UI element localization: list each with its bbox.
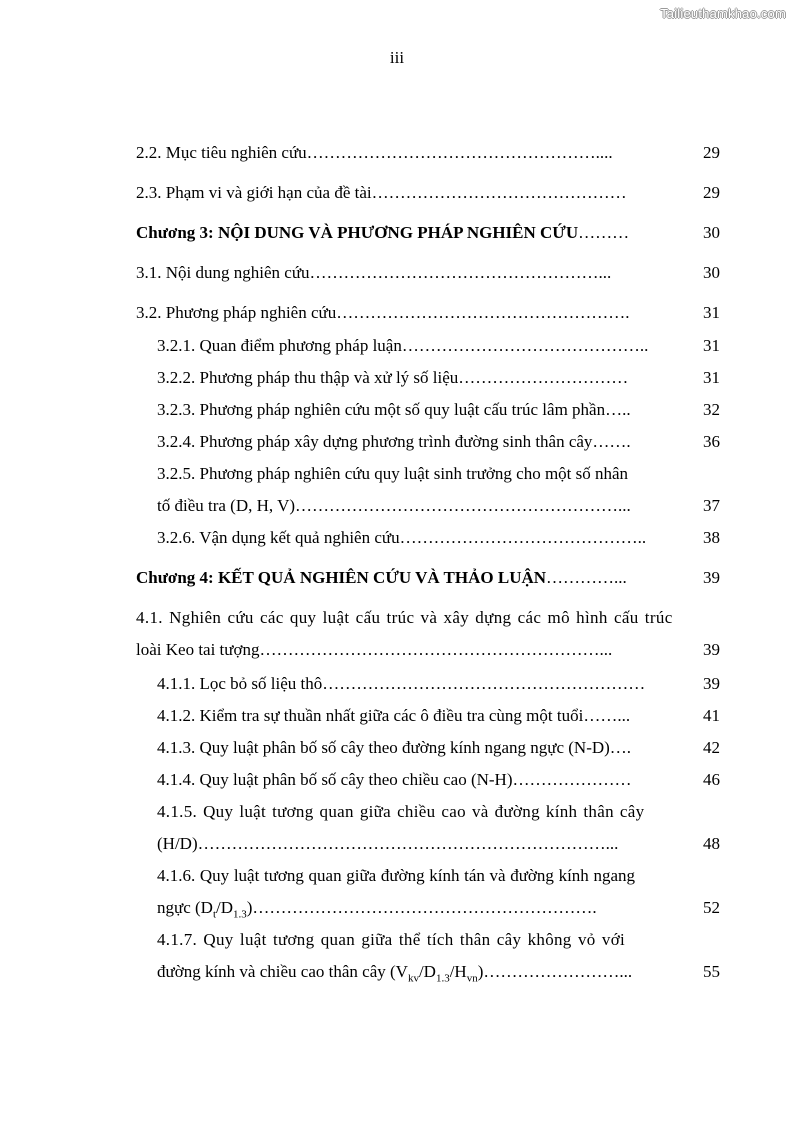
toc-entry-page: 32 bbox=[703, 400, 720, 419]
toc-entry-title: 3.2.3. Phương pháp nghiên cứu một số quy luật cấu trúc lâm phần….. bbox=[157, 400, 631, 419]
toc-entry-page: 29 bbox=[703, 183, 720, 202]
toc-entry-title: 4.1.5. Quy luật tương quan giữa chiều cao và đường kính thân cây bbox=[157, 802, 645, 821]
toc-entry-title: tố điều tra (D, H, V)…………………………………………………... bbox=[157, 496, 631, 515]
toc-entry-3-2-5-cont[interactable] bbox=[0, 494, 794, 518]
toc-entry-title: 4.1.4. Quy luật phân bố số cây theo chiều cao (N-H)………………… bbox=[157, 770, 632, 789]
toc-entry-page: 39 bbox=[703, 568, 720, 587]
toc-entry-page: 38 bbox=[703, 528, 720, 547]
toc-entry-4-1-2[interactable] bbox=[0, 704, 794, 728]
toc-entry-title: 3.1. Nội dung nghiên cứu……………………………………………... bbox=[136, 263, 612, 282]
toc-entry-title: 4.1.2. Kiểm tra sự thuần nhất giữa các ô điều tra cùng một tuổi……... bbox=[157, 706, 631, 725]
toc-entry-title: 3.2.5. Phương pháp nghiên cứu quy luật sinh trưởng cho một số nhân bbox=[157, 464, 629, 483]
toc-entry-title: 3.2. Phương pháp nghiên cứu……………………………………………. bbox=[136, 303, 630, 322]
page-number: iii bbox=[389, 48, 405, 67]
toc-chapter-title: Chương 3: NỘI DUNG VÀ PHƯƠNG PHÁP NGHIÊN CỨU bbox=[136, 223, 579, 242]
watermark-text: Tailieuthamkhao.com bbox=[660, 6, 786, 21]
toc-entry-chapter-4[interactable] bbox=[0, 566, 794, 590]
toc-dots: ……… bbox=[578, 223, 630, 242]
toc-entry-page: 31 bbox=[703, 368, 720, 387]
toc-entry-title: 4.1. Nghiên cứu các quy luật cấu trúc và xây dựng các mô hình cấu trúc bbox=[136, 608, 673, 627]
toc-entry-title: 4.1.6. Quy luật tương quan giữa đường kính tán và đường kính ngang bbox=[157, 866, 635, 885]
toc-entry-3-2-6[interactable] bbox=[0, 526, 794, 550]
toc-entry-chapter-3[interactable] bbox=[0, 221, 794, 245]
toc-entry-title: 4.1.3. Quy luật phân bố số cây theo đường kính ngang ngực (N-D)…. bbox=[157, 738, 632, 757]
toc-entry-3-2-2[interactable] bbox=[0, 366, 794, 390]
toc-entry-title: (H/D)………………………………………………………………... bbox=[157, 834, 619, 853]
toc-entry-4-1-7[interactable] bbox=[0, 928, 794, 952]
toc-entry-4-1-cont[interactable] bbox=[0, 638, 794, 662]
toc-entry-title: loài Keo tai tượng……………………………………………………... bbox=[136, 640, 613, 659]
toc-entry-4-1-7-cont[interactable] bbox=[0, 960, 794, 984]
toc-entry-4-1-6[interactable] bbox=[0, 864, 794, 888]
toc-entry-page: 30 bbox=[703, 263, 720, 282]
toc-entry-title: 3.2.4. Phương pháp xây dựng phương trình đường sinh thân cây……. bbox=[157, 432, 631, 451]
toc-entry-4-1-5[interactable] bbox=[0, 800, 794, 824]
toc-entry-3-2-3[interactable] bbox=[0, 398, 794, 422]
toc-entry-title: 3.2.1. Quan điểm phương pháp luận…………………………………….. bbox=[157, 336, 649, 355]
toc-entry-page: 41 bbox=[703, 706, 720, 725]
toc-entry-page: 52 bbox=[703, 898, 720, 917]
toc-entry-page: 48 bbox=[703, 834, 720, 853]
toc-entry-4-1-4[interactable] bbox=[0, 768, 794, 792]
toc-entry-title: 4.1.7. Quy luật tương quan giữa thể tích thân cây không vỏ với bbox=[157, 930, 626, 949]
toc-dots: …………... bbox=[546, 568, 627, 587]
toc-entry-title: ngực $(D_t/D_{1.3})\dots\dots\dots\dots\dots\dots\dots\dots\dots\dots\dots\dots\dots\dots\dots\dots\dots\dots\dots\dots$. bbox=[157, 898, 597, 921]
toc-entry-title: 4.1.1. Lọc bỏ số liệu thô………………………………………………… bbox=[157, 674, 646, 693]
toc-entry-page: 55 bbox=[703, 962, 720, 981]
toc-chapter-title: Chương 4: KẾT QUẢ NGHIÊN CỨU VÀ THẢO LUẬN bbox=[136, 568, 547, 587]
toc-entry-3-2-4[interactable] bbox=[0, 430, 794, 454]
toc-entry-page: 29 bbox=[703, 143, 720, 162]
toc-entry-title: 2.3. Phạm vi và giới hạn của đề tài……………………………………… bbox=[136, 183, 627, 202]
toc-entry-page: 31 bbox=[703, 303, 720, 322]
toc-entry-title: 3.2.6. Vận dụng kết quả nghiên cứu…………………………………….. bbox=[157, 528, 647, 547]
toc-entry-4-1-1[interactable] bbox=[0, 672, 794, 696]
toc-entry-page: 37 bbox=[703, 496, 720, 515]
toc-entry-4-1-3[interactable] bbox=[0, 736, 794, 760]
toc-entry-title: đường kính và chiều cao thân cây $(V_{kv}/D_{1.3}/H_{vn})\dots\dots\dots\dots\dots\dots\dots\dots$... bbox=[157, 962, 633, 985]
toc-entry-3-1[interactable] bbox=[0, 261, 794, 285]
toc-entry-page: 39 bbox=[703, 640, 720, 659]
toc-entry-page: 31 bbox=[703, 336, 720, 355]
toc-entry-page: 36 bbox=[703, 432, 720, 451]
toc-entry-page: 39 bbox=[703, 674, 720, 693]
toc-entry-page: 30 bbox=[703, 223, 720, 242]
toc-entry-3-2-1[interactable] bbox=[0, 334, 794, 358]
toc-entry-4-1-5-cont[interactable] bbox=[0, 832, 794, 856]
toc-entry-4-1[interactable] bbox=[0, 606, 794, 630]
toc-entry-title: 3.2.2. Phương pháp thu thập và xử lý số liệu………………………… bbox=[157, 368, 629, 387]
toc-entry-2-2[interactable] bbox=[0, 141, 794, 165]
toc-entry-title: 2.2. Mục tiêu nghiên cứu…………………………………………….... bbox=[136, 143, 613, 162]
toc-entry-4-1-6-cont[interactable] bbox=[0, 896, 794, 920]
toc-entry-2-3[interactable] bbox=[0, 181, 794, 205]
toc-entry-3-2-5[interactable] bbox=[0, 462, 794, 486]
toc-entry-page: 46 bbox=[703, 770, 720, 789]
toc-entry-3-2[interactable] bbox=[0, 301, 794, 325]
toc-entry-page: 42 bbox=[703, 738, 720, 757]
